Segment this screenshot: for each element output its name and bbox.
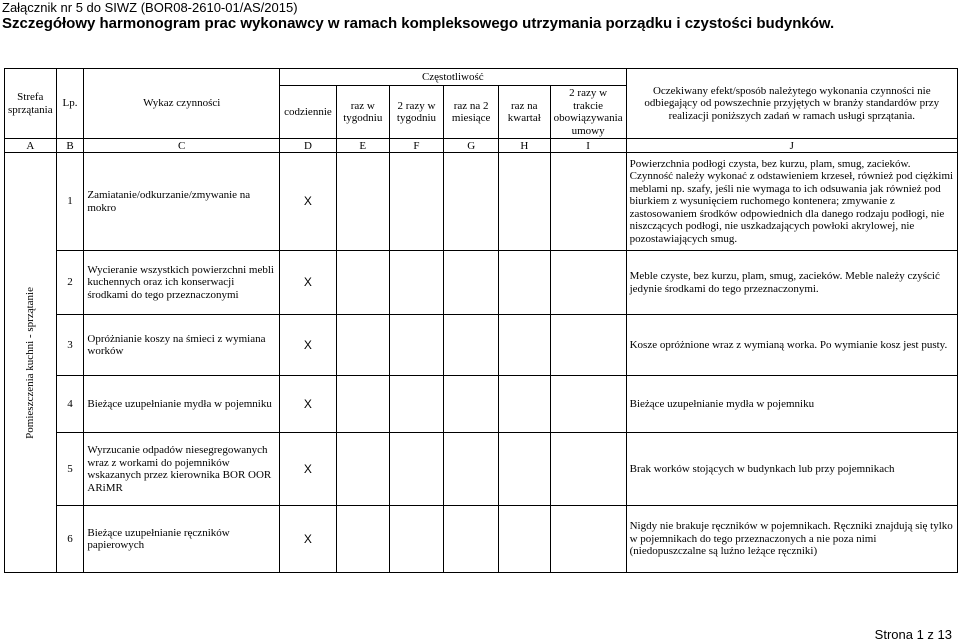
expected-effect: Kosze opróżnione wraz z wymianą worka. Po wymianie kosz jest pusty. [626,315,957,376]
frequency-empty-cell [499,251,551,315]
col-quarterly-header: raz na kwartał [499,86,551,139]
col-bimonthly-header: raz na 2 miesiące [444,86,499,139]
letter-j: J [626,139,957,153]
schedule-table [4,68,958,573]
frequency-empty-cell [550,251,626,315]
table-row [5,506,958,573]
task-description: Bieżące uzupełnianie ręczników papierowych [84,506,280,573]
task-description: Bieżące uzupełnianie mydła w pojemniku [84,376,280,433]
frequency-empty-cell [499,433,551,506]
header-row-top [5,69,958,86]
letter-e: E [336,139,389,153]
expected-effect: Meble czyste, bez kurzu, plam, smug, zacieków. Meble należy czyścić jedynie środkami do tego przeznaczonymi. [626,251,957,315]
frequency-empty-cell [444,433,499,506]
row-number: 6 [56,506,84,573]
col-lp-header: Lp. [56,69,84,139]
letter-h: H [499,139,551,153]
col-effect-header: Oczekiwany efekt/sposób należytego wykonania czynności nie odbiegający od powszechnie przyjętych w branży standardów przy realizacji poniższych zadań w ramach usługi sprzątania. [626,69,957,139]
frequency-empty-cell [336,376,389,433]
frequency-empty-cell [499,315,551,376]
frequency-empty-cell [499,153,551,251]
frequency-empty-cell [336,251,389,315]
frequency-empty-cell [550,433,626,506]
frequency-empty-cell [336,433,389,506]
frequency-empty-cell [444,376,499,433]
frequency-empty-cell [550,376,626,433]
frequency-empty-cell [389,506,444,573]
daily-mark: X [279,433,336,506]
task-description: Opróżnianie koszy na śmieci z wymiana worków [84,315,280,376]
frequency-empty-cell [389,153,444,251]
frequency-empty-cell [389,315,444,376]
frequency-empty-cell [550,506,626,573]
frequency-empty-cell [389,251,444,315]
row-number: 5 [56,433,84,506]
expected-effect: Powierzchnia podłogi czysta, bez kurzu, plam, smug, zacieków. Czynność należy wykonać z odstawieniem krzeseł, również pod ciężkimi meblami np. szafy, jeśli nie wymaga to ich odsuwania jak również pod biurkiem z wysunięciem ruchomego kontenera; zmywanie z zastosowaniem środków odpowiednich dla danego rodzaju podłogi, nie niszczących podłogi, nie uszkadzających powłoki akrylowej, nie pozostawiających smug. [626,153,957,251]
daily-mark: X [279,315,336,376]
table-row [5,433,958,506]
frequency-empty-cell [336,506,389,573]
task-description: Wyrzucanie odpadów niesegregowanych wraz z workami do pojemników wskazanych przez kierownika BOR OOR ARiMR [84,433,280,506]
frequency-empty-cell [499,506,551,573]
letter-d: D [279,139,336,153]
frequency-empty-cell [389,376,444,433]
letter-c: C [84,139,280,153]
col-weekly-header: raz w tygodniu [336,86,389,139]
frequency-empty-cell [336,315,389,376]
frequency-empty-cell [550,153,626,251]
frequency-empty-cell [336,153,389,251]
letter-f: F [389,139,444,153]
row-number: 3 [56,315,84,376]
letter-g: G [444,139,499,153]
expected-effect: Brak worków stojących w budynkach lub przy pojemnikach [626,433,957,506]
task-description: Wycieranie wszystkich powierzchni mebli kuchennych oraz ich konserwacji środkami do tego przeznaczonymi [84,251,280,315]
frequency-empty-cell [499,376,551,433]
row-number: 4 [56,376,84,433]
frequency-empty-cell [444,315,499,376]
col-twice-contract-header: 2 razy w trakcie obowiązywania umowy [550,86,626,139]
col-tasks-header: Wykaz czynności [84,69,280,139]
table-row [5,153,958,251]
frequency-empty-cell [550,315,626,376]
col-zone-header: Strefa sprzątania [5,69,57,139]
row-number: 2 [56,251,84,315]
frequency-empty-cell [444,153,499,251]
daily-mark: X [279,251,336,315]
document-reference: Załącznik nr 5 do SIWZ (BOR08-2610-01/AS/2015) [2,0,298,15]
table-row [5,251,958,315]
letter-a: A [5,139,57,153]
document-title: Szczegółowy harmonogram prac wykonawcy w ramach kompleksowego utrzymania porządku i czystości budynków. [2,15,835,32]
daily-mark: X [279,153,336,251]
expected-effect: Bieżące uzupełnianie mydła w pojemniku [626,376,957,433]
task-description: Zamiatanie/odkurzanie/zmywanie na mokro [84,153,280,251]
daily-mark: X [279,506,336,573]
frequency-empty-cell [444,251,499,315]
frequency-empty-cell [444,506,499,573]
daily-mark: X [279,376,336,433]
col-twice-weekly-header: 2 razy w tygodniu [389,86,444,139]
zone-label: Pomieszczenia kuchni - sprzątanie [24,286,37,439]
letter-b: B [56,139,84,153]
expected-effect: Nigdy nie brakuje ręczników w pojemnikach. Ręczniki znajdują się tylko w pojemnikach do tego przeznaczonych a nie poza nimi (niedopuszczalne są luźno leżące ręczniki) [626,506,957,573]
col-frequency-header: Częstotliwość [279,69,626,86]
row-number: 1 [56,153,84,251]
table-row [5,376,958,433]
letter-i: I [550,139,626,153]
frequency-empty-cell [389,433,444,506]
col-daily-header: codziennie [279,86,336,139]
page-number: Strona 1 z 13 [874,627,952,642]
column-letters-row [5,139,958,153]
table-row [5,315,958,376]
zone-cell [5,153,57,573]
